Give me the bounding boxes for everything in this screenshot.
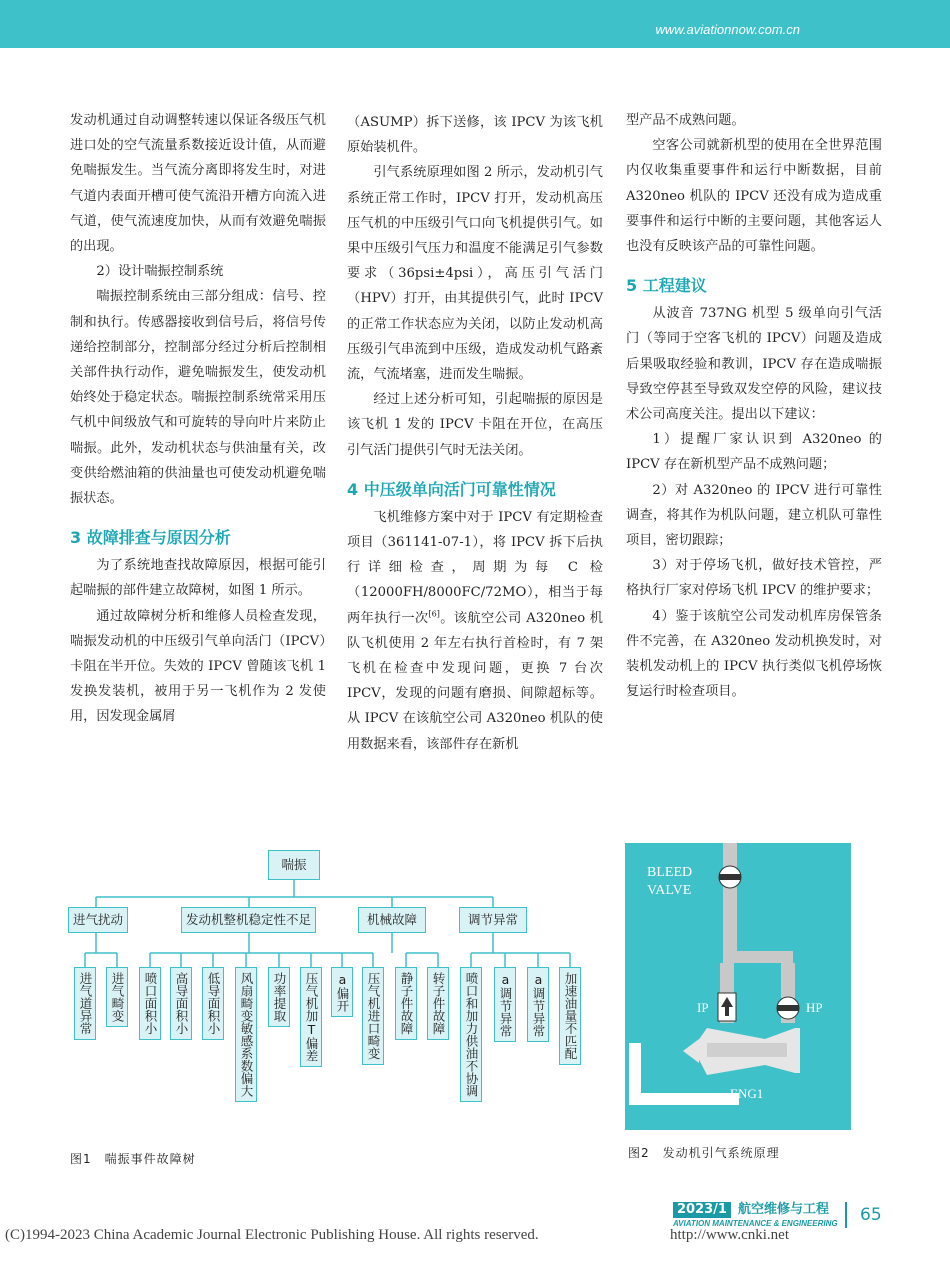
magazine-name-en: AVIATION MAINTENANCE & ENGINEERING xyxy=(673,1219,838,1228)
top-banner xyxy=(0,0,950,48)
tree-l1-node: 进气扰动 xyxy=(68,907,128,933)
tree-leaf-node: 压气机加T偏差 xyxy=(300,967,322,1067)
paragraph: 发动机通过自动调整转速以保证各级压气机进口处的空气流量系数接近设计值，从而避免喘振发生。当气流分离即将发生时，对进气道内表面开槽可使气流沿开槽方向流入进气道，使气流速度加快，从而有效避免喘振的出现。 xyxy=(70,113,326,255)
tree-leaf-node: 进气道异常 xyxy=(74,967,96,1040)
paragraph: 1）提醒厂家认识到 A320neo 的 IPCV 存在新机型产品不成熟问题； xyxy=(626,432,882,473)
tree-leaf-node: 加速油量不匹配 xyxy=(559,967,581,1065)
paragraph: 从波音 737NG 机型 5 级单向引气活门（等同于空客飞机的 IPCV）问题及造成后果吸取经验和教训，IPCV 存在造成喘振导致空停甚至导致双发空停的风险，建议技术公司高度关注。提出以下建议： xyxy=(626,306,882,423)
engine-label: ENG1 xyxy=(730,1086,764,1101)
tree-leaf-node: 转子件故障 xyxy=(427,967,449,1040)
text-span: 。该航空公司 A320neo 机队飞机使用 2 年左右执行首检时，有 7 架飞机在检查中发现问题，更换 7 台次 IPCV，发现的问题有磨损、间隙超标等。从 IPCV 在该航空公司 A320neo 机队的使用数据来看，该部件存在新机 xyxy=(347,610,603,752)
paragraph: 为了系统地查找故障原因，根据可能引起喘振的部件建立故障树，如图 1 所示。 xyxy=(70,558,326,599)
site-url[interactable]: www.aviationnow.com.cn xyxy=(655,22,800,37)
tree-leaf-node: 喷口面积小 xyxy=(139,967,161,1040)
paragraph xyxy=(347,505,603,757)
bleed-label: BLEED xyxy=(647,865,693,880)
column-2 xyxy=(347,110,603,757)
tree-l1-node: 发动机整机稳定性不足 xyxy=(181,907,316,933)
magazine-name: 航空维修与工程 xyxy=(738,1202,830,1217)
cnki-link[interactable]: http://www.cnki.net xyxy=(670,1227,790,1243)
tree-leaf-node: 低导面积小 xyxy=(202,967,224,1040)
section-heading-3: 3 故障排查与原因分析 xyxy=(70,528,231,548)
tree-leaf-node: 压气机进口畸变 xyxy=(362,967,384,1065)
tree-l1-node: 机械故障 xyxy=(358,907,426,933)
hp-label: HP xyxy=(806,1000,823,1015)
paragraph: 4）鉴于该航空公司发动机库房保管条件不完善，在 A320neo 发动机换发时，对装机发动机上的 IPCV 执行类似飞机停场恢复运行时检查项目。 xyxy=(626,608,882,700)
paragraph: 引气系统原理如图 2 所示，发动机引气系统正常工作时，IPCV 打开，发动机高压压气机的中压级引气口向飞机提供引气。如果中压级引气压力和温度不能满足引气参数要求（36psi±4psi），高压引气活门（HPV）打开，由其提供引气，此时 IPCV 的正常工作状态应为关闭，以防止发动机高压级引气串流到中压级，造成发动机气路紊流，气流堵塞，进而发生喘振。 xyxy=(347,165,603,383)
tree-leaf-node: a调节异常 xyxy=(494,967,516,1042)
copyright-notice: (C)1994-2023 China Academic Journal Electronic Publishing House. All rights reserved. xyxy=(5,1227,539,1243)
paragraph: （ASUMP）拆下送修，该 IPCV 为该飞机原始装机件。 xyxy=(347,115,603,156)
section-heading-4: 4 中压级单向活门可靠性情况 xyxy=(347,479,556,499)
paragraph: 2）对 A320neo 的 IPCV 进行可靠性调查，将其作为机队问题，建立机队可靠性项目，密切跟踪； xyxy=(626,482,882,549)
paragraph: 喘振控制系统由三部分组成：信号、控制和执行。传感器接收到信号后，将信号传递给控制部分，控制部分经过分析后控制相关部件执行动作，避免喘振发生，使发动机始终处于稳定状态。喘振控制系统常采用压气机中间级放气和可旋转的导向叶片来防止喘振。此外，发动机状态与供油量有关，改变供给燃油箱的供油量也可使发动机避免喘振状态。 xyxy=(70,289,326,507)
tree-leaf-node: 进气畸变 xyxy=(106,967,128,1027)
tree-leaf-node: a偏开 xyxy=(331,967,353,1017)
tree-leaf-node: 喷口和加力供油不协调 xyxy=(460,967,482,1102)
footer-divider xyxy=(845,1202,847,1228)
section-heading-5: 5 工程建议 xyxy=(626,276,707,296)
fault-tree-figure xyxy=(60,845,600,1145)
paragraph: 经过上述分析可知，引起喘振的原因是该飞机 1 发的 IPCV 卡阻在开位，在高压引气活门提供引气时无法关闭。 xyxy=(347,392,603,458)
paragraph: 型产品不成熟问题。 xyxy=(626,113,745,128)
paragraph: 2）设计喘振控制系统 xyxy=(96,264,224,280)
tree-root-node: 喘振 xyxy=(268,850,320,880)
bleed-system-diagram xyxy=(625,843,851,1130)
tree-leaf-node: 功率提取 xyxy=(268,967,290,1027)
ip-label: IP xyxy=(697,1000,709,1015)
paragraph: 空客公司就新机型的使用在全世界范围内仅收集重要事件和运行中断数据，目前 A320neo 机队的 IPCV 还没有成为造成重要事件和运行中断的主要问题，其他客运人也没有反映该产品的可靠性问题。 xyxy=(626,138,882,255)
figure-1-caption: 图1 喘振事件故障树 xyxy=(70,1152,196,1166)
column-3 xyxy=(626,108,882,704)
paragraph: 通过故障树分析和维修人员检查发现，喘振发动机的中压级引气单向活门（IPCV）卡阻在半开位。失效的 IPCV 曾随该飞机 1 发换发装机，被用于另一飞机作为 2 发使用，因发现金属屑 xyxy=(70,608,326,725)
tree-leaf-node: a调节异常 xyxy=(527,967,549,1042)
column-1 xyxy=(70,108,326,730)
tree-leaf-node: 高导面积小 xyxy=(170,967,192,1040)
valve-label: VALVE xyxy=(647,883,692,898)
tree-l1-node: 调节异常 xyxy=(459,907,527,933)
tree-leaf-node: 静子件故障 xyxy=(395,967,417,1040)
text-span: 飞机维修方案中对于 IPCV 有定期检查项目（361141-07-1），将 IPCV 拆下后执行详细检查，周期为每 C 检（12000FH/8000FC/72MO），相当于每两年执行一次 xyxy=(347,509,603,626)
page-number: 65 xyxy=(860,1205,882,1225)
reference[interactable]: [6] xyxy=(428,609,440,619)
tree-leaf-node: 风扇畸变敏感系数偏大 xyxy=(235,967,257,1102)
issue-badge: 2023/1 xyxy=(673,1202,731,1218)
figure-2-caption: 图2 发动机引气系统原理 xyxy=(628,1146,780,1160)
paragraph: 3）对于停场飞机，做好技术管控，严格执行厂家对停场飞机 IPCV 的维护要求； xyxy=(626,558,882,599)
